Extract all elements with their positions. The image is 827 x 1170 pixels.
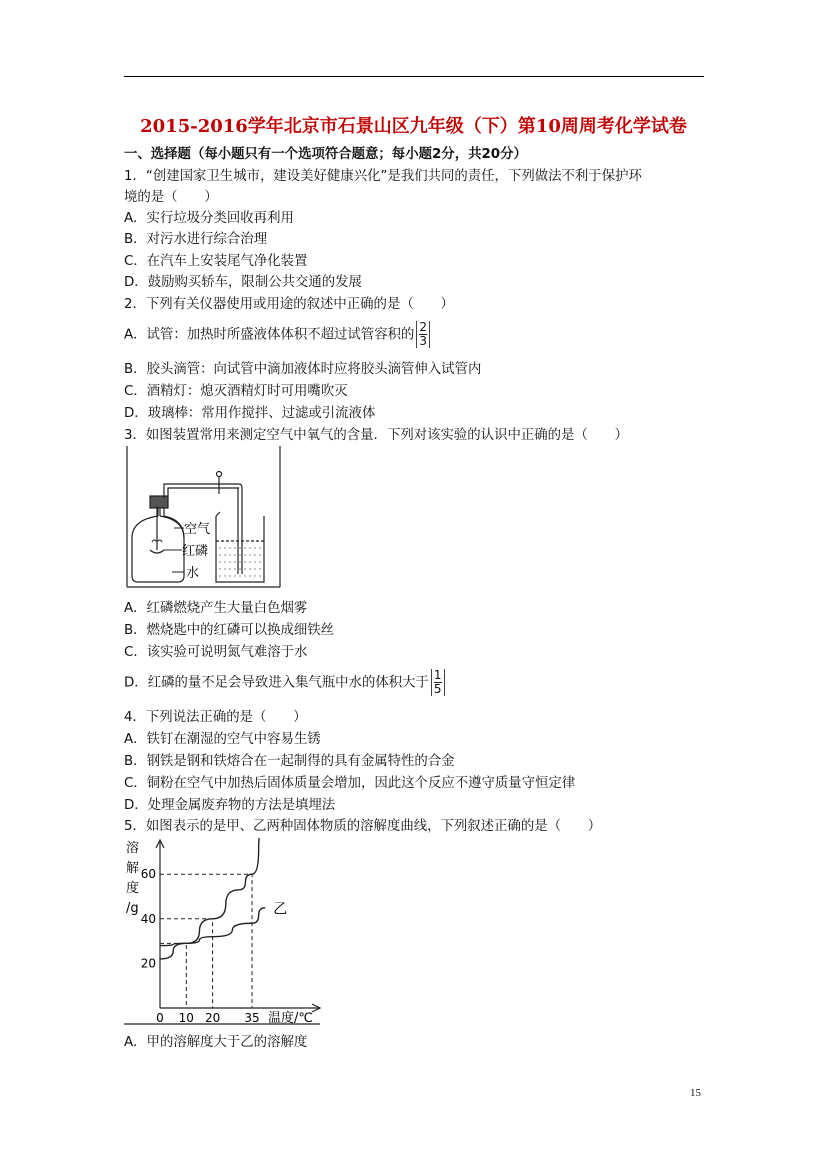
y-axis-label: /g <box>126 901 139 916</box>
x-tick-label: 0 <box>156 1011 164 1025</box>
q3-stem: 3．如图装置常用来测定空气中氧气的含量．下列对该实验的认识中正确的是（ ） <box>124 428 628 443</box>
x-tick-label: 20 <box>204 1011 221 1025</box>
fraction-denominator: 5 <box>433 682 442 696</box>
x-tick-label: 10 <box>178 1011 194 1025</box>
y-tick-label: 40 <box>140 911 156 926</box>
series-line-1 <box>160 838 265 959</box>
q2-option-d: D．玻璃棒：常用作搅拌、过滤或引流液体 <box>124 406 376 421</box>
q4-option-d: D．处理金属废弃物的方法是填埋法 <box>124 798 336 813</box>
q5-stem: 5．如图表示的是甲、乙两种固体物质的溶解度曲线，下列叙述正确的是（ ） <box>124 819 602 834</box>
q2-option-c: C．酒精灯：熄灭酒精灯时可用嘴吹灭 <box>124 384 348 399</box>
q2-option-a <box>124 321 430 348</box>
q2-option-b: B．胶头滴管：向试管中滴加液体时应将胶头滴管伸入试管内 <box>124 362 482 377</box>
q4-option-a: A．铁钉在潮湿的空气中容易生锈 <box>124 732 321 747</box>
series-label-2: 乙 <box>273 901 288 918</box>
header-rule <box>124 76 704 77</box>
page-number: 15 <box>690 1087 701 1099</box>
page-title: 2015-2016学年北京市石景山区九年级（下）第10周周考化学试卷 <box>140 116 687 137</box>
q1-stem-line2: 境的是（ ） <box>124 190 218 205</box>
fraction-denominator: 3 <box>419 334 428 348</box>
q4-option-b: B．钢铁是钢和铁熔合在一起制得的具有金属特性的合金 <box>124 754 455 769</box>
y-axis-label: 溶 <box>126 841 140 856</box>
y-tick-label: 60 <box>140 867 156 882</box>
delivery-tube <box>239 484 242 574</box>
q2-stem: 2．下列有关仪器使用或用途的叙述中正确的是（ ） <box>124 297 454 312</box>
label-water: 水 <box>186 566 200 581</box>
beaker <box>216 516 264 582</box>
q1-option-c: C．在汽车上安装尾气净化装置 <box>124 254 308 269</box>
y-axis-label: 度 <box>126 881 140 896</box>
y-axis-label: 解 <box>126 861 140 876</box>
label-red-phosphorus: 红磷 <box>182 544 209 559</box>
clamp-head <box>217 472 222 477</box>
q1-option-b: B．对污水进行综合治理 <box>124 232 268 247</box>
q3-option-d-text: D．红磷的量不足会导致进入集气瓶中水的体积大于 <box>124 675 429 691</box>
q3-option-d <box>124 669 445 696</box>
fraction-numerator: 2 <box>419 320 428 334</box>
q4-stem: 4．下列说法正确的是（ ） <box>124 710 307 725</box>
fraction-two-thirds <box>416 321 430 348</box>
q1-option-a: A．实行垃圾分类回收再利用 <box>124 211 294 226</box>
gas-bottle-neck <box>160 506 184 538</box>
delivery-tube-inner <box>238 488 239 574</box>
fraction-one-fifth <box>431 669 445 696</box>
x-axis-label: 温度/℃ <box>268 1011 313 1026</box>
guide-line <box>160 874 252 1008</box>
q1-option-d: D．鼓励购买轿车，限制公共交通的发展 <box>124 275 362 290</box>
q3-option-a: A．红磷燃烧产生大量白色烟雾 <box>124 601 308 616</box>
q1-stem-line1: 1．“创建国家卫生城市，建设美好健康兴化”是我们共同的责任，下列做法不利于保护环 <box>124 169 642 184</box>
y-tick-label: 20 <box>140 956 156 971</box>
q2-option-a-text: A．试管：加热时所盛液体体积不超过试管容积的 <box>124 327 415 343</box>
rubber-stopper <box>150 496 168 508</box>
x-tick-label: 35 <box>244 1011 260 1025</box>
fraction-numerator: 1 <box>433 668 442 682</box>
combustion-spoon <box>150 550 164 553</box>
label-air: 空气 <box>184 522 211 537</box>
oxygen-measurement-apparatus-figure <box>124 446 284 588</box>
glass-tube-inner <box>168 488 239 498</box>
gas-bottle <box>132 506 184 582</box>
q3-option-c: C．该实验可说明氮气难溶于水 <box>124 645 308 660</box>
q3-option-b: B．燃烧匙中的红磷可以换成细铁丝 <box>124 623 335 638</box>
q5-option-a: A．甲的溶解度大于乙的溶解度 <box>124 1035 308 1050</box>
solubility-curve-chart <box>120 838 326 1028</box>
beaker-spout <box>216 512 220 516</box>
glass-tube <box>164 484 239 498</box>
q4-option-c: C．铜粉在空气中加热后固体质量会增加，因此这个反应不遵守质量守恒定律 <box>124 776 576 791</box>
section-heading: 一、选择题（每小题只有一个选项符合题意；每小题2分，共20分） <box>124 147 527 162</box>
